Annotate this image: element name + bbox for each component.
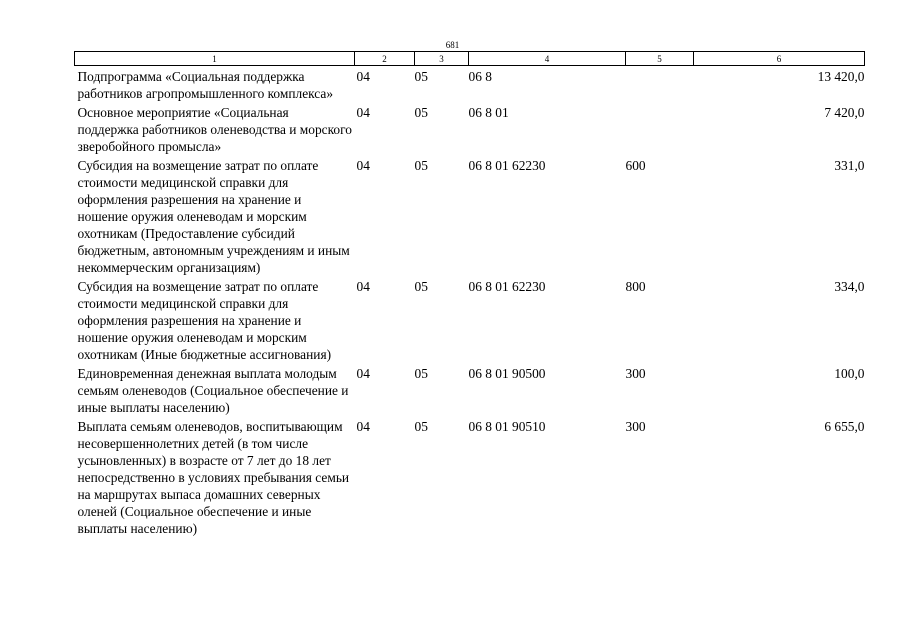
column-number-header-row: [75, 52, 865, 66]
column-header-2: 2: [355, 52, 415, 66]
row-amount: 13 420,0: [817, 69, 865, 84]
row-section-code: 04: [356, 366, 370, 381]
row-subsection-code: 05: [414, 366, 428, 381]
row-target-article-code: 06 8: [468, 69, 492, 84]
row-expense-type-code: [626, 102, 694, 155]
budget-table: [74, 51, 865, 537]
row-section-code: 04: [356, 69, 370, 84]
row-target-article-code: 06 8 01 90510: [468, 419, 546, 434]
row-subsection-code: 05: [414, 158, 428, 173]
row-target-article-code: 06 8 01: [468, 105, 509, 120]
row-expense-type-code: 800: [625, 279, 646, 294]
row-amount: 100,0: [834, 366, 865, 381]
row-name: Субсидия на возмещение затрат по оплате стоимости медицинской справки для оформления разрешения на хранение и ношение оружия оленеводам и морским охотникам (Иные бюджетные ассигнования): [77, 279, 332, 362]
page-number: 681: [445, 40, 460, 50]
row-name: Подпрограмма «Социальная поддержка работников агропромышленного комплекса»: [77, 69, 334, 101]
column-header-4: 4: [469, 52, 626, 66]
row-expense-type-code: 300: [625, 419, 646, 434]
row-section-code: 04: [356, 279, 370, 294]
column-header-1: 1: [75, 52, 355, 66]
row-section-code: 04: [356, 158, 370, 173]
row-amount: 6 655,0: [824, 419, 865, 434]
row-name: Субсидия на возмещение затрат по оплате стоимости медицинской справки для оформления разрешения на хранение и ношение оружия оленеводам и морским охотникам (Предоставление субсидий бюджетным, автономным учреждениям и иным некоммерческим организациям): [77, 158, 350, 275]
row-name: Основное мероприятие «Социальная поддержка работников оленеводства и морского зверобойного промысла»: [77, 105, 352, 154]
row-amount: 334,0: [834, 279, 865, 294]
row-expense-type-code: 300: [625, 366, 646, 381]
table-row: [75, 416, 865, 537]
row-name: Единовременная денежная выплата молодым семьям оленеводов (Социальное обеспечение и иные выплаты населению): [77, 366, 349, 415]
row-name: Выплата семьям оленеводов, воспитывающим несовершеннолетних детей (в том числе усыновленных) в возрасте от 7 лет до 18 лет непосредственно в условиях пребывания семьи на маршрутах выпаса домашних северных оленей (Социальное обеспечение и иные выплаты населению): [77, 419, 350, 536]
column-header-6: 6: [694, 52, 865, 66]
row-expense-type-code: [626, 66, 694, 103]
row-subsection-code: 05: [414, 419, 428, 434]
row-subsection-code: 05: [414, 105, 428, 120]
row-target-article-code: 06 8 01 62230: [468, 279, 546, 294]
column-header-3: 3: [415, 52, 469, 66]
table-row: [75, 155, 865, 276]
row-target-article-code: 06 8 01 62230: [468, 158, 546, 173]
table-row: [75, 276, 865, 363]
row-subsection-code: 05: [414, 279, 428, 294]
budget-table-container: [74, 51, 864, 537]
row-amount: 331,0: [834, 158, 865, 173]
row-section-code: 04: [356, 419, 370, 434]
column-header-5: 5: [626, 52, 694, 66]
table-row: [75, 102, 865, 155]
table-row: [75, 363, 865, 416]
row-section-code: 04: [356, 105, 370, 120]
row-subsection-code: 05: [414, 69, 428, 84]
row-amount: 7 420,0: [824, 105, 865, 120]
row-target-article-code: 06 8 01 90500: [468, 366, 546, 381]
row-expense-type-code: 600: [625, 158, 646, 173]
table-row: [75, 66, 865, 103]
